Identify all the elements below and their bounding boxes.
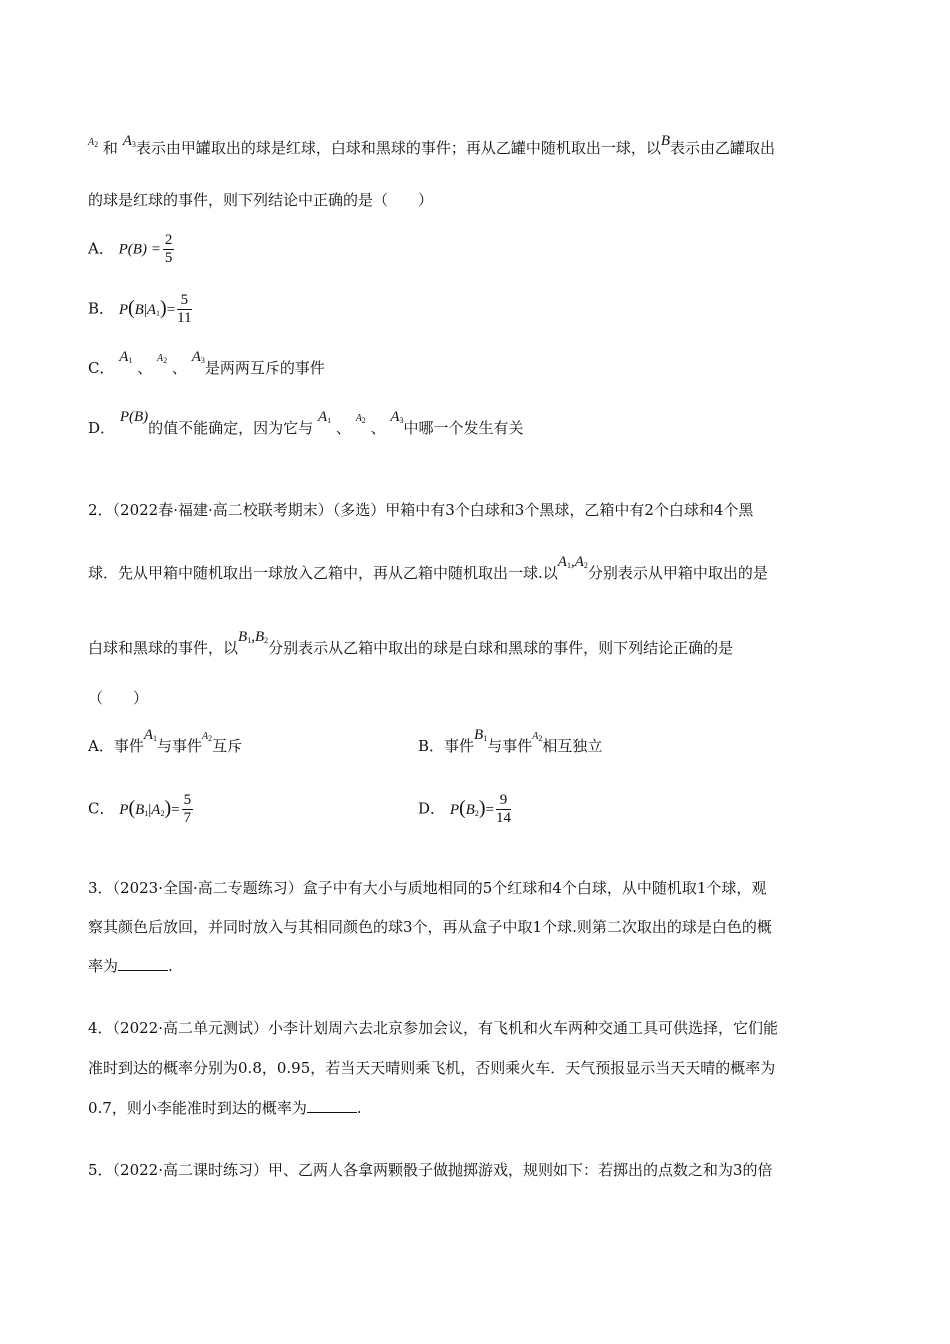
q4-line-3: 0.7，则小李能准时到达的概率为 .	[88, 1099, 362, 1117]
q4-line-2: 准时到达的概率分别为0.8，0.95，若当天天晴则乘飞机，否则乘火车．天气预报显示当天天晴的概率为	[88, 1059, 776, 1077]
fraction: $\frac{5}{11}$	[177, 292, 192, 326]
q3-line-2: 察其颜色后放回，并同时放入与其相同颜色的球3个，再从盒子中取1个球.则第二次取出的球是白色的概	[88, 918, 772, 936]
separator: 、	[137, 359, 153, 377]
math-expr: $P(B_1|A_2)=$	[119, 796, 180, 819]
fraction: $\frac{9}{14}$	[495, 792, 511, 826]
math-expr: P(B)	[119, 409, 149, 425]
q1-option-a	[88, 232, 176, 267]
q3-line-1: 3．（2023·全国·高二专题练习）盒子中有大小与质地相同的5个红球和4个白球，从中随机取1个球，观	[88, 879, 767, 897]
separator: 、	[370, 419, 386, 437]
fraction: $\frac{2}{5}$	[164, 232, 173, 266]
symbol-a1: $A_1$	[143, 727, 158, 743]
option-label: C．	[88, 359, 115, 377]
option-text: 是两两互斥的事件	[204, 359, 325, 377]
symbol-a2: A2	[202, 731, 213, 743]
q2-line-2: 球．先从甲箱中随机取出一球放入乙箱中，再从乙箱中随机取出一球.以$A_1,A_2$分别表示从甲箱中取出的是	[88, 554, 768, 582]
q1-line-2: 的球是红球的事件，则下列结论中正确的是（ ）	[88, 191, 434, 209]
q1-option-c	[88, 349, 325, 383]
q2-option-d: D． $P(B_2)=$ $\frac{9}{14}$	[418, 792, 511, 826]
math-expr: $P(B_2)=$	[449, 796, 494, 819]
symbol-b: B	[660, 133, 671, 149]
symbol-a2: A2	[532, 731, 543, 743]
symbol-a3: $A_3$	[390, 409, 404, 425]
math-expr: $P(B|A_1)=$	[118, 296, 176, 319]
q1-option-d	[88, 409, 524, 443]
option-label: A．	[88, 239, 114, 258]
symbol-b1-b2: $B_1,B_2$	[238, 629, 269, 645]
option-text: 中哪一个发生有关	[403, 419, 524, 437]
q2-option-a: A．事件$A_1$与事件$^{A_2}$互斥	[88, 727, 243, 755]
q2-line-3: 白球和黑球的事件，以$B_1,B_2$分别表示从乙箱中取出的球是白球和黑球的事件，则下列结论正确的是	[88, 629, 734, 657]
option-label: D．	[88, 419, 116, 437]
option-text: 的值不能确定，因为它与	[148, 419, 314, 437]
q2-option-b: B．事件$B_1$与事件$^{A_2}$相互独立	[418, 727, 603, 755]
q5-line-1: 5．（2022·高二课时练习）甲、乙两人各拿两颗骰子做抛掷游戏，规则如下：若掷出的点数之和为3的倍	[88, 1161, 773, 1179]
math-expr: P(B) =	[118, 241, 161, 258]
symbol-a3: $A_3$	[122, 133, 136, 149]
symbol-a1: $A_1$	[119, 349, 133, 365]
separator: 、	[171, 359, 187, 377]
symbol-a1-a2: $A_1,A_2$	[557, 554, 588, 570]
symbol-a3: $A_3$	[191, 349, 205, 365]
answer-blank	[118, 956, 168, 971]
q1-text-1: 表示由甲罐取出的球是红球，白球和黑球的事件；再从乙罐中随机取出一球，以	[135, 139, 661, 157]
symbol-a2: A2	[88, 137, 99, 149]
q2-option-c: C． $P(B_1|A_2)=$ $\frac{5}{7}$	[88, 792, 192, 826]
separator: 、	[335, 419, 351, 437]
q4-line-1: 4．（2022·高二单元测试）小李计划周六去北京参加会议，有飞机和火车两种交通工具可供选择，它们能	[88, 1019, 778, 1037]
q1-option-b	[88, 292, 194, 327]
q2-line-1: 2．（2022春·福建·高二校联考期末）（多选）甲箱中有3个白球和3个黑球，乙箱中有2个白球和4个黑	[88, 501, 754, 519]
q3-line-3: 率为 .	[88, 957, 173, 975]
text-he: 和	[102, 139, 118, 157]
q1-line-1	[88, 133, 776, 163]
symbol-a2: A2	[157, 353, 168, 365]
q1-text-2: 表示由乙罐取出	[670, 139, 776, 157]
fraction: $\frac{5}{7}$	[183, 792, 192, 826]
answer-blank	[307, 1098, 357, 1113]
symbol-a2: A2	[355, 413, 366, 425]
symbol-a1: $A_1$	[317, 409, 332, 425]
q2-line-4: （ ）	[88, 689, 149, 707]
option-label: B．	[88, 299, 115, 318]
symbol-b1: $B_1$	[474, 727, 488, 743]
